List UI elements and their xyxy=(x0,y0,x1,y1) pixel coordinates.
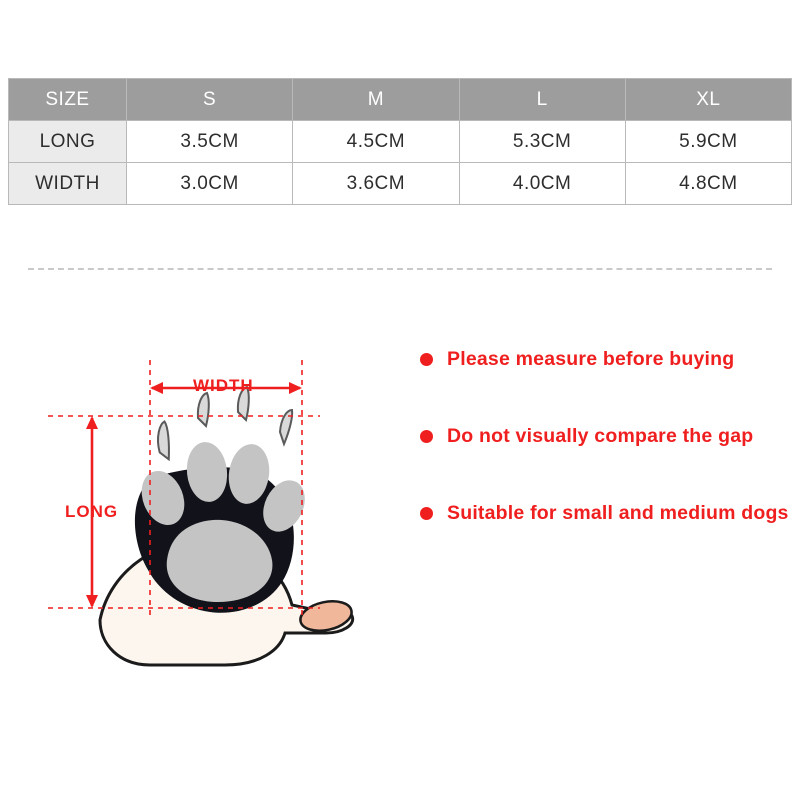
list-item xyxy=(420,425,790,448)
row-label-width: WIDTH xyxy=(9,163,127,205)
list-item xyxy=(420,348,790,371)
size-chart-table xyxy=(8,78,792,205)
measurement-section xyxy=(0,290,800,710)
bullet-dot-icon xyxy=(420,430,433,443)
table-header-cell-size: SIZE xyxy=(9,79,127,121)
long-label: LONG xyxy=(65,502,119,521)
width-arrow-head-right xyxy=(289,382,302,394)
cell-width-l: 4.0CM xyxy=(459,163,625,205)
table-header-cell-xl: XL xyxy=(625,79,791,121)
table-row xyxy=(9,163,792,205)
table-row xyxy=(9,121,792,163)
cell-width-xl: 4.8CM xyxy=(625,163,791,205)
width-arrow-head-left xyxy=(150,382,163,394)
table-header-row xyxy=(9,79,792,121)
cell-long-s: 3.5CM xyxy=(127,121,293,163)
bullet-dot-icon xyxy=(420,507,433,520)
list-item xyxy=(420,502,790,525)
table-header-cell-m: M xyxy=(293,79,459,121)
tip-text-2: Do not visually compare the gap xyxy=(447,425,754,447)
table-header-cell-l: L xyxy=(459,79,625,121)
width-label: WIDTH xyxy=(193,376,254,395)
cell-width-m: 3.6CM xyxy=(293,163,459,205)
tips-list xyxy=(420,348,790,579)
long-arrow-head-bottom xyxy=(86,595,98,608)
tip-text-3: Suitable for small and medium dogs xyxy=(447,502,789,524)
cell-long-m: 4.5CM xyxy=(293,121,459,163)
size-table xyxy=(8,78,792,205)
paw-measurement-illustration xyxy=(30,320,410,700)
row-label-long: LONG xyxy=(9,121,127,163)
table-header-cell-s: S xyxy=(127,79,293,121)
section-divider xyxy=(28,268,772,270)
tip-text-1: Please measure before buying xyxy=(447,348,735,370)
cell-width-s: 3.0CM xyxy=(127,163,293,205)
cell-long-l: 5.3CM xyxy=(459,121,625,163)
bullet-dot-icon xyxy=(420,353,433,366)
long-arrow-head-top xyxy=(86,416,98,429)
paw-claws xyxy=(155,387,292,460)
cell-long-xl: 5.9CM xyxy=(625,121,791,163)
